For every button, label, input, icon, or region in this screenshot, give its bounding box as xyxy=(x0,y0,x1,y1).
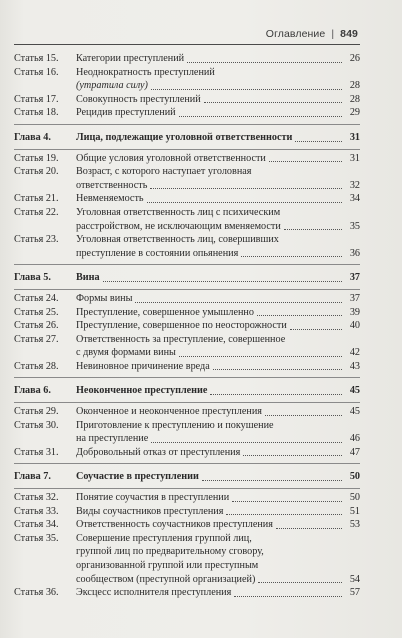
entry-title-text: Лица, подлежащие уголовной ответственности xyxy=(76,131,293,143)
chapter-divider xyxy=(14,463,360,464)
article-label: Статья 35. xyxy=(14,532,59,544)
leader-dots xyxy=(295,141,342,142)
entry-page-number: 28 xyxy=(349,80,360,92)
toc-entry-row xyxy=(14,432,360,446)
entry-title-line xyxy=(76,545,360,559)
article-label: Статья 25. xyxy=(14,306,59,318)
entry-title-line xyxy=(76,131,344,145)
leader-dots xyxy=(187,62,342,63)
entry-title-text: организованной группой или преступным xyxy=(76,560,259,571)
toc-entry-row xyxy=(14,79,360,93)
article-label: Статья 16. xyxy=(14,66,59,78)
entry-title-line xyxy=(76,220,344,234)
toc-entry-row xyxy=(14,192,360,206)
toc-entry-row xyxy=(14,505,360,519)
entry-title-line xyxy=(76,419,360,433)
toc-entry-row xyxy=(14,319,360,333)
entry-page-number: 34 xyxy=(349,193,360,205)
toc-entry-row xyxy=(14,233,360,247)
article-label: Статья 24. xyxy=(14,292,59,304)
toc-entry-row xyxy=(14,152,360,166)
entry-title-text: Преступление, совершенное по неосторожности xyxy=(76,320,287,332)
leader-dots xyxy=(202,480,342,481)
entry-title-line xyxy=(76,152,344,166)
leader-dots xyxy=(232,501,342,502)
leader-dots xyxy=(179,356,342,357)
entry-page-number: 37 xyxy=(349,272,360,284)
article-label: Статья 19. xyxy=(14,152,59,164)
entry-title-line xyxy=(76,446,344,460)
section-title: Оглавление xyxy=(265,28,326,40)
entry-title-text: Понятие соучастия в преступлении xyxy=(76,492,230,504)
toc-entry-row xyxy=(14,106,360,120)
entry-title-text: Виды соучастников преступления xyxy=(76,505,224,517)
article-label: Статья 26. xyxy=(14,320,59,332)
entry-page-number: 31 xyxy=(349,152,360,164)
entry-title-text: Рецидив преступлений xyxy=(76,107,176,119)
chapter-label: Глава 6. xyxy=(14,385,51,397)
leader-dots xyxy=(290,329,342,330)
entry-title-line xyxy=(76,360,344,374)
entry-title-line xyxy=(76,505,344,519)
toc-entry-row xyxy=(14,446,360,460)
entry-title-line xyxy=(76,470,344,484)
entry-title-text: Ответственность соучастников преступления xyxy=(76,519,273,531)
entry-page-number: 45 xyxy=(349,385,360,397)
entry-page-number: 31 xyxy=(349,131,360,143)
leader-dots xyxy=(213,369,342,370)
entry-title-line xyxy=(76,93,344,107)
entry-title-text: Общие условия уголовной ответственности xyxy=(76,152,266,164)
entry-title-line xyxy=(76,247,344,261)
entry-title-text: с двумя формами вины xyxy=(76,347,176,359)
entry-title-line xyxy=(76,292,344,306)
entry-title-text: расстройством, не исключающим вменяемости xyxy=(76,220,281,232)
toc-entry-row xyxy=(14,532,360,546)
entry-title-text: Соучастие в преступлении xyxy=(76,471,199,483)
entry-title-text: Возраст, с которого наступает уголовная xyxy=(76,166,252,178)
entry-page-number: 57 xyxy=(349,587,360,599)
entry-page-number: 37 xyxy=(349,292,360,304)
toc-entry-row xyxy=(14,206,360,220)
chapter-divider xyxy=(14,402,360,403)
leader-dots xyxy=(226,514,342,515)
leader-dots xyxy=(151,89,342,90)
entry-title-text: Оконченное и неоконченное преступления xyxy=(76,406,262,418)
entry-page-number: 40 xyxy=(349,320,360,332)
toc-chapter-row xyxy=(14,131,360,145)
article-label: Статья 23. xyxy=(14,234,59,246)
leader-dots xyxy=(257,315,342,316)
entry-title-text: Невиновное причинение вреда xyxy=(76,360,210,372)
entry-page-number: 47 xyxy=(349,446,360,458)
entry-title-text: Приготовление к преступлению и покушение xyxy=(76,419,274,431)
entry-title-text: ответственность xyxy=(76,179,148,191)
entry-page-number: 50 xyxy=(349,492,360,504)
leader-dots xyxy=(234,596,342,597)
entry-title-text: Эксцесс исполнителя преступления xyxy=(76,587,232,599)
toc-entry-row xyxy=(14,306,360,320)
article-label: Статья 18. xyxy=(14,107,59,119)
toc-entry-row xyxy=(14,518,360,532)
article-label: Статья 33. xyxy=(14,505,59,517)
running-head xyxy=(266,28,358,40)
entry-title-text: Вина xyxy=(76,272,100,284)
article-label: Статья 27. xyxy=(14,333,59,345)
entry-title-line xyxy=(76,106,344,120)
leader-dots xyxy=(151,442,342,443)
entry-title-text: Совокупность преступлений xyxy=(76,93,201,105)
entry-page-number: 50 xyxy=(349,471,360,483)
entry-title-line xyxy=(76,319,344,333)
toc-entry-row xyxy=(14,179,360,193)
entry-title-line xyxy=(76,233,360,247)
page-number: 849 xyxy=(340,28,358,40)
toc-entry-row xyxy=(14,247,360,261)
header-rule xyxy=(14,44,360,45)
entry-page-number: 43 xyxy=(349,360,360,372)
article-label: Статья 17. xyxy=(14,93,59,105)
entry-title-text: Невменяемость xyxy=(76,193,144,205)
entry-title-text: Ответственность за преступление, совершенное xyxy=(76,333,286,345)
toc-entry-row xyxy=(14,292,360,306)
entry-title-text: Неоднократность преступлений xyxy=(76,66,215,78)
toc-entry-row xyxy=(14,559,360,573)
entry-title-line xyxy=(76,306,344,320)
article-label: Статья 22. xyxy=(14,206,59,218)
entry-title-line xyxy=(76,66,360,80)
article-label: Статья 20. xyxy=(14,166,59,178)
entry-title-text: группой лиц по предварительному сговору, xyxy=(76,546,264,558)
leader-dots xyxy=(204,102,342,103)
toc-entry-row xyxy=(14,52,360,66)
article-label: Статья 21. xyxy=(14,193,59,205)
leader-dots xyxy=(269,161,342,162)
chapter-divider xyxy=(14,264,360,265)
toc-entry-row xyxy=(14,165,360,179)
article-label: Статья 15. xyxy=(14,53,59,64)
article-label: Статья 28. xyxy=(14,360,59,372)
article-label: Статья 30. xyxy=(14,419,59,431)
toc-entry-row xyxy=(14,586,360,600)
entry-title-line xyxy=(76,559,360,573)
entry-title-line xyxy=(76,165,360,179)
toc-entry-row xyxy=(14,93,360,107)
entry-page-number: 53 xyxy=(349,519,360,531)
entry-title-line xyxy=(76,346,344,360)
toc-entry-row xyxy=(14,545,360,559)
toc-entry-row xyxy=(14,419,360,433)
article-label: Статья 36. xyxy=(14,587,59,599)
toc-chapter-row xyxy=(14,384,360,398)
entry-title-line xyxy=(76,192,344,206)
chapter-divider xyxy=(14,149,360,150)
leader-dots xyxy=(258,582,342,583)
leader-dots xyxy=(150,188,342,189)
entry-title-text: Совершение преступления группой лиц, xyxy=(76,532,252,544)
chapter-label: Глава 4. xyxy=(14,131,51,143)
entry-page-number: 51 xyxy=(349,505,360,517)
entry-page-number: 46 xyxy=(349,433,360,445)
leader-dots xyxy=(241,256,342,257)
entry-title-line xyxy=(76,573,344,587)
entry-title-line xyxy=(76,52,344,66)
toc-entry-row xyxy=(14,333,360,347)
entry-title-text: Преступление, совершенное умышленно xyxy=(76,306,254,318)
toc-chapter-row xyxy=(14,271,360,285)
entry-page-number: 35 xyxy=(349,220,360,232)
chapter-divider xyxy=(14,124,360,125)
entry-page-number: 42 xyxy=(349,347,360,359)
entry-title-text: (утратила силу) xyxy=(76,80,148,92)
entry-title-line xyxy=(76,491,344,505)
entry-title-line xyxy=(76,79,344,93)
entry-page-number: 28 xyxy=(349,93,360,105)
chapter-divider xyxy=(14,488,360,489)
leader-dots xyxy=(210,394,342,395)
entry-title-line xyxy=(76,179,344,193)
header-separator: | xyxy=(331,28,335,40)
article-label: Статья 31. xyxy=(14,446,59,458)
table-of-contents xyxy=(14,52,360,600)
chapter-divider xyxy=(14,289,360,290)
entry-page-number: 39 xyxy=(349,306,360,318)
entry-page-number: 26 xyxy=(349,53,360,64)
entry-page-number: 29 xyxy=(349,107,360,119)
entry-page-number: 32 xyxy=(349,179,360,191)
entry-title-line xyxy=(76,384,344,398)
entry-title-line xyxy=(76,432,344,446)
leader-dots xyxy=(103,281,342,282)
entry-title-line xyxy=(76,206,360,220)
toc-entry-row xyxy=(14,66,360,80)
leader-dots xyxy=(284,229,342,230)
entry-title-text: на преступление xyxy=(76,433,149,445)
leader-dots xyxy=(135,302,342,303)
toc-entry-row xyxy=(14,360,360,374)
article-label: Статья 32. xyxy=(14,492,59,504)
leader-dots xyxy=(276,528,342,529)
entry-title-line xyxy=(76,405,344,419)
toc-entry-row xyxy=(14,491,360,505)
entry-title-line xyxy=(76,518,344,532)
entry-title-text: Уголовная ответственность лиц с психическим xyxy=(76,206,281,218)
toc-entry-row xyxy=(14,405,360,419)
leader-dots xyxy=(179,116,342,117)
toc-entry-row xyxy=(14,220,360,234)
chapter-label: Глава 5. xyxy=(14,272,51,284)
article-label: Статья 34. xyxy=(14,519,59,531)
entry-title-text: Добровольный отказ от преступления xyxy=(76,446,241,458)
toc-entry-row xyxy=(14,573,360,587)
leader-dots xyxy=(147,202,342,203)
entry-title-text: сообществом (преступной организацией) xyxy=(76,573,256,585)
toc-entry-row xyxy=(14,346,360,360)
entry-page-number: 45 xyxy=(349,406,360,418)
article-label: Статья 29. xyxy=(14,406,59,418)
entry-title-line xyxy=(76,271,344,285)
entry-title-line xyxy=(76,586,344,600)
leader-dots xyxy=(265,415,342,416)
entry-title-text: Формы вины xyxy=(76,292,133,304)
leader-dots xyxy=(243,455,342,456)
entry-title-text: Неоконченное преступление xyxy=(76,385,208,397)
entry-title-text: преступление в состоянии опьянения xyxy=(76,247,239,259)
entry-page-number: 36 xyxy=(349,247,360,259)
entry-title-line xyxy=(76,333,360,347)
entry-title-text: Уголовная ответственность лиц, совершивших xyxy=(76,234,279,246)
entry-title-line xyxy=(76,532,360,546)
chapter-label: Глава 7. xyxy=(14,471,51,483)
chapter-divider xyxy=(14,377,360,378)
entry-title-text: Категории преступлений xyxy=(76,53,185,64)
entry-page-number: 54 xyxy=(349,573,360,585)
toc-chapter-row xyxy=(14,470,360,484)
